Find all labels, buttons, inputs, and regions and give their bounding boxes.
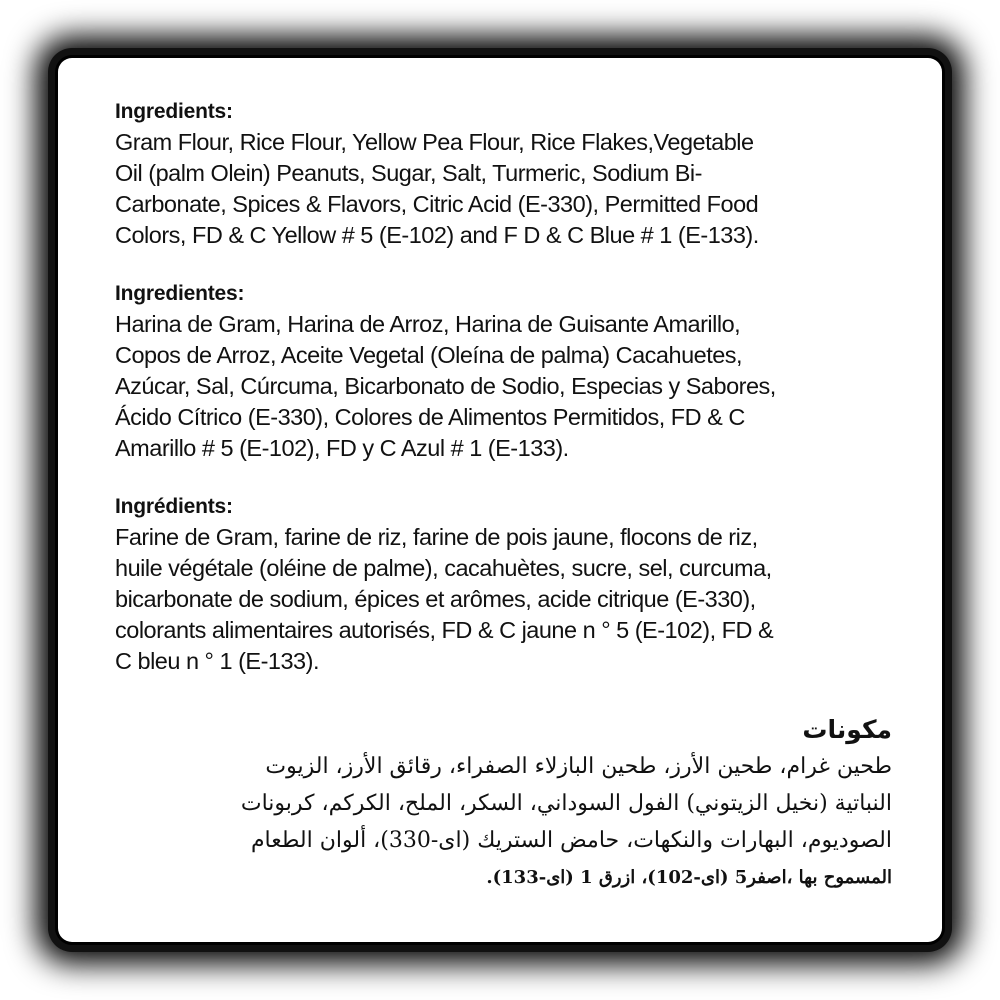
english-section — [115, 96, 895, 251]
arabic-line: الصوديوم، البهارات والنكهات، حامض الستريك (اى-330)، ألوان الطعام — [250, 828, 892, 853]
french-heading: Ingrédients: — [115, 495, 233, 518]
french-line: bicarbonate de sodium, épices et arômes, acide citrique (E-330), — [115, 586, 756, 612]
spanish-body — [115, 309, 895, 464]
arabic-line: طحين غرام، طحين الأرز، طحين البازلاء الصفراء، رقائق الأرز، الزيوت — [265, 754, 892, 779]
english-line: Oil (palm Olein) Peanuts, Sugar, Salt, Turmeric, Sodium Bi- — [115, 160, 702, 186]
english-line: Gram Flour, Rice Flour, Yellow Pea Flour, Rice Flakes,Vegetable — [115, 129, 754, 155]
english-heading: Ingredients: — [115, 100, 233, 123]
spanish-line: Harina de Gram, Harina de Arroz, Harina de Guisante Amarillo, — [115, 311, 741, 337]
french-body — [115, 522, 895, 677]
english-body — [115, 127, 895, 251]
french-line: colorants alimentaires autorisés, FD & C jaune n ° 5 (E-102), FD & — [115, 617, 774, 643]
spanish-line: Copos de Arroz, Aceite Vegetal (Oleína de palma) Cacahuetes, — [115, 342, 743, 368]
spanish-heading: Ingredientes: — [115, 282, 245, 305]
spanish-line: Amarillo # 5 (E-102), FD y C Azul # 1 (E-133). — [115, 435, 569, 461]
english-line: Colors, FD & C Yellow # 5 (E-102) and F D & C Blue # 1 (E-133). — [115, 222, 759, 248]
ingredients-content — [115, 96, 895, 704]
arabic-heading: مكونات — [802, 715, 892, 744]
arabic-section — [100, 712, 892, 896]
spanish-section — [115, 278, 895, 464]
spanish-line: Ácido Cítrico (E-330), Colores de Alimentos Permitidos, FD & C — [115, 404, 745, 430]
arabic-line: النباتية (نخيل الزيتوني) الفول السوداني، السكر، الملح، الكركم، كربونات — [240, 791, 892, 816]
french-line: huile végétale (oléine de palme), cacahuètes, sucre, sel, curcuma, — [115, 555, 772, 581]
spanish-line: Azúcar, Sal, Cúrcuma, Bicarbonato de Sodio, Especias y Sabores, — [115, 373, 776, 399]
french-line: Farine de Gram, farine de riz, farine de pois jaune, flocons de riz, — [115, 524, 758, 550]
english-line: Carbonate, Spices & Flavors, Citric Acid (E-330), Permitted Food — [115, 191, 759, 217]
french-line: C bleu n ° 1 (E-133). — [115, 648, 319, 674]
arabic-line: المسموح بها ،اصفر5 (اى-102)، ازرق 1 (اى-133). — [486, 867, 892, 888]
french-section — [115, 491, 895, 677]
